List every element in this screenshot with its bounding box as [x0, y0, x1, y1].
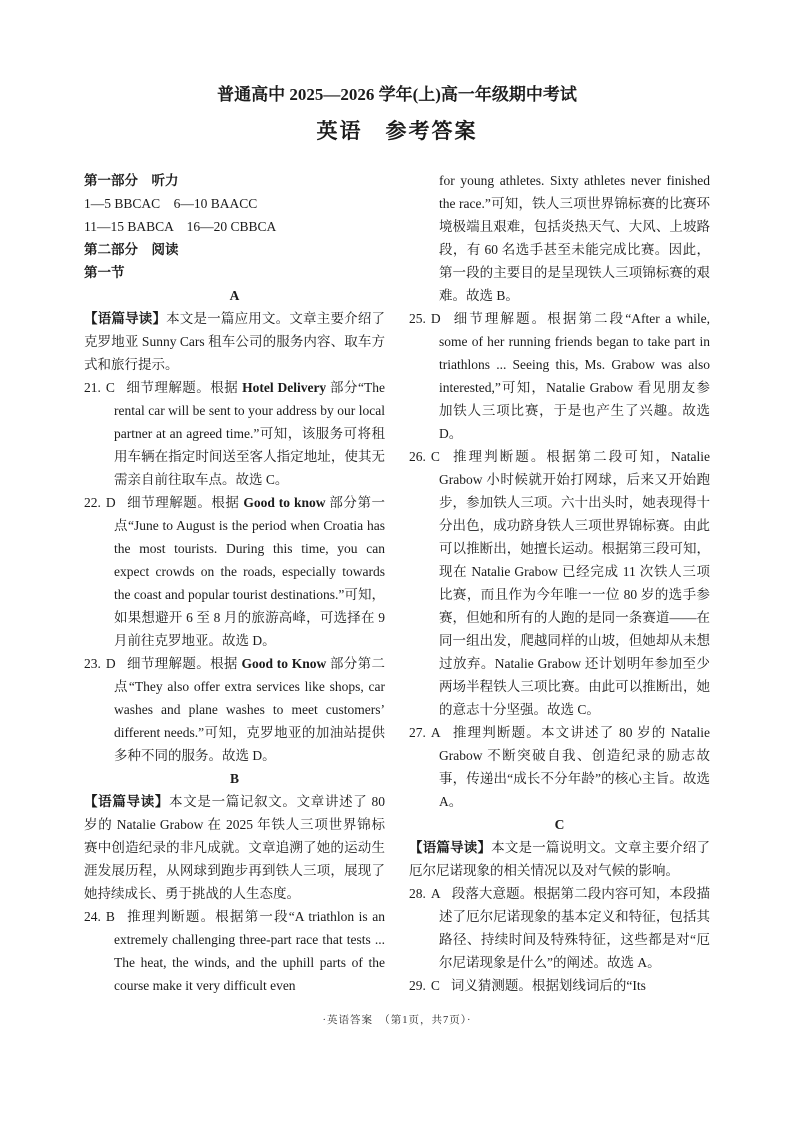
- section-heading: 第二部分 阅读: [84, 242, 179, 257]
- item-number: 29.: [409, 978, 426, 993]
- intro-text: 本文是一篇记叙文。文章讲述了 80 岁的 Natalie Grabow 在 2025 年铁人三项世界锦标赛中创造纪录的非凡成就。文章追溯了她的运动生涯发展历程，从网球到跑步再到铁人三项，展现了她持续成长、勇于挑战的人生态度。: [84, 794, 386, 901]
- item-answer: D: [105, 656, 116, 671]
- intro-label: 【语篇导读】: [84, 794, 170, 809]
- intro-text: 本文是一篇应用文。文章主要介绍了克罗地亚 Sunny Cars 租车公司的服务内容、取车方式和旅行提示。: [84, 311, 386, 372]
- answer-key-line: 1—5 BBCAC 6—10 BAACC: [84, 196, 258, 211]
- item-answer: A: [430, 725, 441, 740]
- column-left: [84, 169, 385, 997]
- item-number: 22.: [84, 495, 101, 510]
- passage-intro: [409, 836, 710, 882]
- exam-subtitle: 英语 参考答案: [316, 119, 478, 143]
- content-columns: [84, 169, 710, 997]
- item-answer: D: [105, 495, 116, 510]
- item-answer: A: [430, 886, 441, 901]
- item-answer: C: [430, 978, 440, 993]
- item-answer: B: [105, 909, 115, 924]
- item-number: 26.: [409, 449, 426, 464]
- section-heading: 第一部分 听力: [84, 173, 179, 188]
- text-run: 细节理解题。根据: [126, 495, 244, 510]
- text-run: for young athletes. Sixty athletes never finished the race.”可知，铁人三项世界锦标赛的比赛环境极端且艰难，包括炎热天气、大风、上坡路段，有 60 名选手甚至未能完成比赛。因此，第一段的主要目的是呈现铁人三项锦标赛的艰难。故选 B。: [439, 173, 710, 303]
- item-number: 21.: [84, 380, 101, 395]
- item-number: 28.: [409, 886, 426, 901]
- item-number: 25.: [409, 311, 426, 326]
- item-answer: D: [430, 311, 441, 326]
- answer-item: [84, 652, 385, 767]
- text-run: 部分第一点“June to August is the period when Croatia has the most tourists. During this time, you can expect crowds on the roads, especially towards the coast and popular tourist destinations.”可知，如果想避开 6 至 8 月的旅游高峰，可选择在 9 月前往克罗地亚。故选 D。: [114, 495, 386, 648]
- text-run: 部分第二点“They also offer extra services like shops, car washes and plane washes to meet customers’ different needs.”可知，克罗地亚的加油站提供多种不同的服务。故选 D。: [114, 656, 386, 763]
- answer-item: [409, 721, 710, 813]
- item-number: 24.: [84, 909, 101, 924]
- intro-label: 【语篇导读】: [84, 311, 167, 326]
- section-heading: 第一节: [84, 265, 125, 280]
- answer-item: [409, 445, 710, 721]
- page-footer: ·英语答案 （第1页，共7页）·: [322, 1015, 472, 1026]
- answer-item-continued: [409, 169, 710, 307]
- answer-item: [409, 974, 710, 997]
- passage-letter: C: [554, 817, 565, 832]
- item-answer: C: [105, 380, 115, 395]
- text-run: 推理判断题。本文讲述了 80 岁的 Natalie Grabow 不断突破自我、创造纪录的励志故事，传递出“成长不分年龄”的核心主旨。故选 A。: [439, 725, 710, 809]
- answer-item: [409, 882, 710, 974]
- passage-letter: A: [229, 288, 240, 303]
- text-run: 细节理解题。根据第二段“After a while, some of her running friends began to take part in triathlons ... Seeing this, Ms. Grabow was also interested,”可知，Natalie Grabow 看见朋友参加铁人三项比赛，于是也产生了兴趣。故选 D。: [439, 311, 710, 441]
- item-number: 23.: [84, 656, 101, 671]
- bold-run: Good to Know: [241, 656, 327, 671]
- answer-item: [84, 376, 385, 491]
- item-number: 27.: [409, 725, 426, 740]
- answer-item: [84, 491, 385, 652]
- passage-intro: [84, 307, 385, 376]
- text-run: 推理判断题。根据第一段“A triathlon is an extremely challenging three-part race that tests ... The heat, the winds, and the uphill parts of the course make it very difficult even: [114, 909, 385, 993]
- column-right: [409, 169, 710, 997]
- bold-run: Hotel Delivery: [242, 380, 327, 395]
- passage-intro: [84, 790, 385, 905]
- passage-letter: B: [229, 771, 239, 786]
- text-run: 细节理解题。根据: [126, 656, 242, 671]
- text-run: 推理判断题。根据第二段可知，Natalie Grabow 小时候就开始打网球，后来又开始跑步，参加铁人三项。六十出头时，她表现得十分出色，成功跻身铁人三项世界锦标赛。由此可以推断出，她擅长运动。根据第三段可知，现在 Natalie Grabow 已经完成 11 次铁人三项比赛，而且作为今年唯一一位 80 岁的选手参赛，但她和所有的人跑的是同一条赛道——在同一组出发，爬越同样的山坡，但她却从未想过放弃。Natalie Grabow 还计划明年参加至少两场半程铁人三项比赛。由此可以推断出，她的意志十分坚强。故选 C。: [439, 449, 710, 717]
- answer-item: [84, 905, 385, 997]
- text-run: 细节理解题。根据: [125, 380, 243, 395]
- text-run: 部分“The rental car will be sent to your address by our local partner at an agreed time.”可知，该服务可将租用车辆在指定时间送至客人指定地址，使其无需亲自前往取车点。故选 C。: [114, 380, 385, 487]
- text-run: 段落大意题。根据第二段内容可知，本段描述了厄尔尼诺现象的基本定义和特征，包括其路径、持续时间及特殊特征，这些都是对“厄尔尼诺现象是什么”的阐述。故选 A。: [439, 886, 710, 970]
- exam-title: 普通高中 2025—2026 学年(上)高一年级期中考试: [217, 85, 577, 104]
- answer-item: [409, 307, 710, 445]
- item-answer: C: [430, 449, 440, 464]
- intro-label: 【语篇导读】: [409, 840, 492, 855]
- bold-run: Good to know: [243, 495, 326, 510]
- text-run: 词义猜测题。根据划线词后的“Its: [450, 978, 646, 993]
- answer-key-line: 11—15 BABCA 16—20 CBBCA: [84, 219, 277, 234]
- intro-text: 本文是一篇说明文。文章主要介绍了厄尔尼诺现象的相关情况以及对气候的影响。: [409, 840, 711, 878]
